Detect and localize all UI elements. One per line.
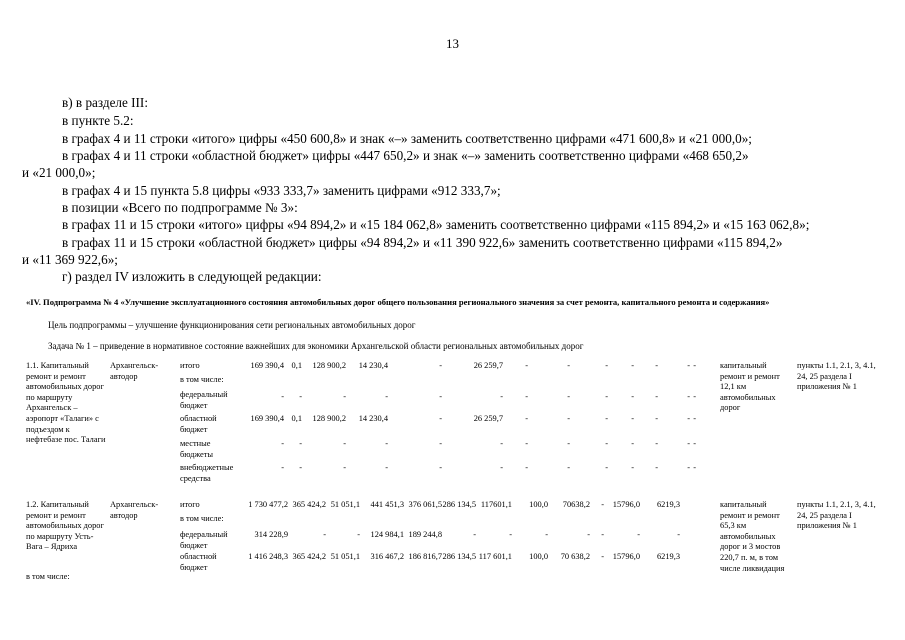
row2-fed-cell-9: - [601,530,604,539]
row2-fed-cell-10: - [637,530,640,539]
row1-obl-cell-12: - [693,414,696,423]
row1-result: капитальный ремонт и ремонт 12,1 км автомобильных дорог [720,361,780,413]
row1-mest-cell-6: - [525,439,528,448]
row1-vneb-cell-12: - [693,463,696,472]
row2-src-incl: в том числе: [180,514,224,523]
row2-itogo-cell-10: 15796,0 [612,500,640,509]
row2-src-itogo: итого [180,500,200,509]
row2-fed-cell-8: - [587,530,590,539]
row1-vneb-cell-10: - [655,463,658,472]
row2-obl-cell-10: 15796,0 [612,552,640,561]
row2-fed-cell-5: - [473,530,476,539]
row1-vneb-cell-2: - [343,463,346,472]
line-4b: и «21 000,0»; [22,165,96,180]
row2-obl-cell-6: 117 601,1 [478,552,512,561]
row2-itogo-cell-8: 70638,2 [562,500,590,509]
row1-mest-cell-0: - [281,439,284,448]
row1-itogo-cell-2: 128 900,2 [312,361,346,370]
row1-fed-cell-12: - [693,392,696,401]
line-3: в графах 4 и 11 строки «итого» цифры «450 600,8» и знак «–» заменить соответственно цифрами «471 600,8» и «21 000,0»; [62,131,752,146]
line-7: в графах 11 и 15 строки «итого» цифры «94 894,2» и «15 184 062,8» заменить соответственно цифрами «115 894,2» и «15 163 062,8»; [62,217,810,232]
row2-result: капитальный ремонт и ремонт 65,3 км автомобильных дорог и 3 мостов 220,7 п. м, в том числе ликвидация [720,500,785,573]
row1-fed-cell-1: - [299,392,302,401]
row1-src-mest: местные бюджеты [180,439,214,459]
row2-itogo-cell-11: 6219,3 [656,500,680,509]
row2-name: 1.2. Капитальный ремонт и ремонт автомобильных дорог по маршруту Усть-Вага – Ядриха [26,500,104,552]
row1-itogo-cell-6: - [525,361,528,370]
row1-vneb-cell-11: - [687,463,690,472]
row1-obl-cell-6: - [525,414,528,423]
row1-obl-cell-2: 128 900,2 [312,414,346,423]
row1-obl-cell-3: 14 230,4 [358,414,388,423]
row1-obl-cell-5: 26 259,7 [473,414,503,423]
row2-itogo-cell-4: 376 061,5 [408,500,442,509]
row2-itogo-cell-0: 1 730 477,2 [248,500,288,509]
row2-fed-cell-6: - [509,530,512,539]
row1-fed-cell-5: - [500,392,503,401]
line-8b: и «11 369 922,6»; [22,252,118,267]
line-1: в) в разделе III: [62,95,148,110]
row1-obl-cell-8: - [605,414,608,423]
row1-vneb-cell-0: - [281,463,284,472]
row2-itogo-cell-5: 286 134,5 [442,500,476,509]
row2-src-obl: областной бюджет [180,552,217,572]
row1-ref: пункты 1.1, 2.1, 3, 4.1, 24, 25 раздела I приложения № 1 [797,361,876,392]
row1-fed-cell-9: - [631,392,634,401]
row2-src-fed: федеральный бюджет [180,530,228,550]
row1-fed-cell-8: - [605,392,608,401]
line-4: в графах 4 и 11 строки «областной бюджет» цифры «447 650,2» и знак «–» заменить соответственно цифрами «468 650,2» [62,148,749,163]
row1-itogo-cell-10: - [655,361,658,370]
row1-mest-cell-5: - [500,439,503,448]
row1-vneb-cell-7: - [567,463,570,472]
row1-src-itogo: итого [180,361,200,370]
row1-itogo-cell-8: - [605,361,608,370]
row1-itogo-cell-1: 0,1 [291,361,302,370]
row2-fed-cell-3: 124 984,1 [370,530,404,539]
row1-fed-cell-2: - [343,392,346,401]
row1-fed-cell-6: - [525,392,528,401]
row1-obl-cell-0: 169 390,4 [250,414,284,423]
line-5: в графах 4 и 15 пункта 5.8 цифры «933 333,7» заменить цифрами «912 333,7»; [62,183,501,198]
row1-itogo-cell-11: - [687,361,690,370]
row2-fed-cell-1: - [323,530,326,539]
row2-obl-cell-2: 51 051,1 [330,552,360,561]
row2-obl-cell-4: 186 816,7 [408,552,442,561]
row2-itogo-cell-1: 365 424,2 [292,500,326,509]
row1-fed-cell-0: - [281,392,284,401]
row1-executor: Архангельск-автодор [110,361,159,381]
row1-itogo-cell-9: - [631,361,634,370]
row2-obl-cell-0: 1 416 248,3 [248,552,288,561]
row2-obl-cell-3: 316 467,2 [370,552,404,561]
row1-fed-cell-7: - [567,392,570,401]
row2-name-incl: в том числе: [26,572,70,581]
row1-vneb-cell-4: - [439,463,442,472]
row1-obl-cell-10: - [655,414,658,423]
row1-vneb-cell-9: - [631,463,634,472]
row1-mest-cell-9: - [631,439,634,448]
row2-itogo-cell-3: 441 451,3 [370,500,404,509]
row2-itogo-cell-6: 117601,1 [480,500,512,509]
row2-fed-cell-11: - [677,530,680,539]
row1-src-obl: областной бюджет [180,414,217,434]
row2-obl-cell-7: 100,0 [529,552,548,561]
row1-obl-cell-11: - [687,414,690,423]
row1-mest-cell-10: - [655,439,658,448]
row1-mest-cell-8: - [605,439,608,448]
row1-fed-cell-10: - [655,392,658,401]
row1-mest-cell-2: - [343,439,346,448]
row2-itogo-cell-2: 51 051,1 [330,500,360,509]
row1-mest-cell-3: - [385,439,388,448]
row1-itogo-cell-7: - [567,361,570,370]
row1-fed-cell-11: - [687,392,690,401]
row1-itogo-cell-0: 169 390,4 [250,361,284,370]
row1-vneb-cell-6: - [525,463,528,472]
row2-itogo-cell-9: - [601,500,604,509]
row1-mest-cell-11: - [687,439,690,448]
row1-mest-cell-7: - [567,439,570,448]
row2-fed-cell-0: 314 228,9 [254,530,288,539]
row2-ref: пункты 1.1, 2.1, 3, 4.1, 24, 25 раздела I приложения № 1 [797,500,876,531]
row2-fed-cell-2: - [357,530,360,539]
row2-obl-cell-8: 70 638,2 [560,552,590,561]
line-2: в пункте 5.2: [62,113,134,128]
row2-itogo-cell-7: 100,0 [529,500,548,509]
row1-fed-cell-4: - [439,392,442,401]
row1-src-incl: в том числе: [180,375,224,384]
row1-src-vneb: внебюджетные средства [180,463,234,483]
row1-itogo-cell-12: - [693,361,696,370]
row2-executor: Архангельск-автодор [110,500,159,520]
row1-obl-cell-4: - [439,414,442,423]
row1-fed-cell-3: - [385,392,388,401]
line-6: в позиции «Всего по подпрограмме № 3»: [62,200,298,215]
row1-itogo-cell-4: - [439,361,442,370]
row1-itogo-cell-5: 26 259,7 [473,361,503,370]
row1-obl-cell-9: - [631,414,634,423]
row1-mest-cell-4: - [439,439,442,448]
row1-vneb-cell-3: - [385,463,388,472]
row1-mest-cell-1: - [299,439,302,448]
row1-mest-cell-12: - [693,439,696,448]
row1-src-fed: федеральный бюджет [180,390,228,410]
line-8: в графах 11 и 15 строки «областной бюджет» цифры «94 894,2» и «11 390 922,6» заменить соответственно цифрами «115 894,2» [62,235,783,250]
section-title: «IV. Подпрограмма № 4 «Улучшение эксплуатационного состояния автомобильных дорог общего пользования регионального значения за счет ремонта, капитального ремонта и содержания» [26,297,770,307]
row1-vneb-cell-8: - [605,463,608,472]
row1-itogo-cell-3: 14 230,4 [358,361,388,370]
row2-obl-cell-9: - [601,552,604,561]
row1-obl-cell-1: 0,1 [291,414,302,423]
row2-obl-cell-11: 6219,3 [656,552,680,561]
line-9: г) раздел IV изложить в следующей редакции: [62,269,322,284]
row1-vneb-cell-1: - [299,463,302,472]
subprogram-goal: Цель подпрограммы – улучшение функционирования сети региональных автомобильных дорог [48,320,416,330]
row1-name: 1.1. Капитальный ремонт и ремонт автомобильных дорог по маршруту Архангельск – аэропорт «Талаги» с подъездом к нефтебазе пос. Талаги [26,361,106,445]
row2-fed-cell-4: 189 244,8 [408,530,442,539]
task-heading: Задача № 1 – приведение в нормативное состояние важнейших для экономики Архангельской области региональных автомобильных дорог [48,341,584,351]
row1-obl-cell-7: - [567,414,570,423]
row2-fed-cell-7: - [545,530,548,539]
row1-vneb-cell-5: - [500,463,503,472]
row2-obl-cell-5: 286 134,5 [442,552,476,561]
page-number: 13 [446,36,459,51]
row2-obl-cell-1: 365 424,2 [292,552,326,561]
